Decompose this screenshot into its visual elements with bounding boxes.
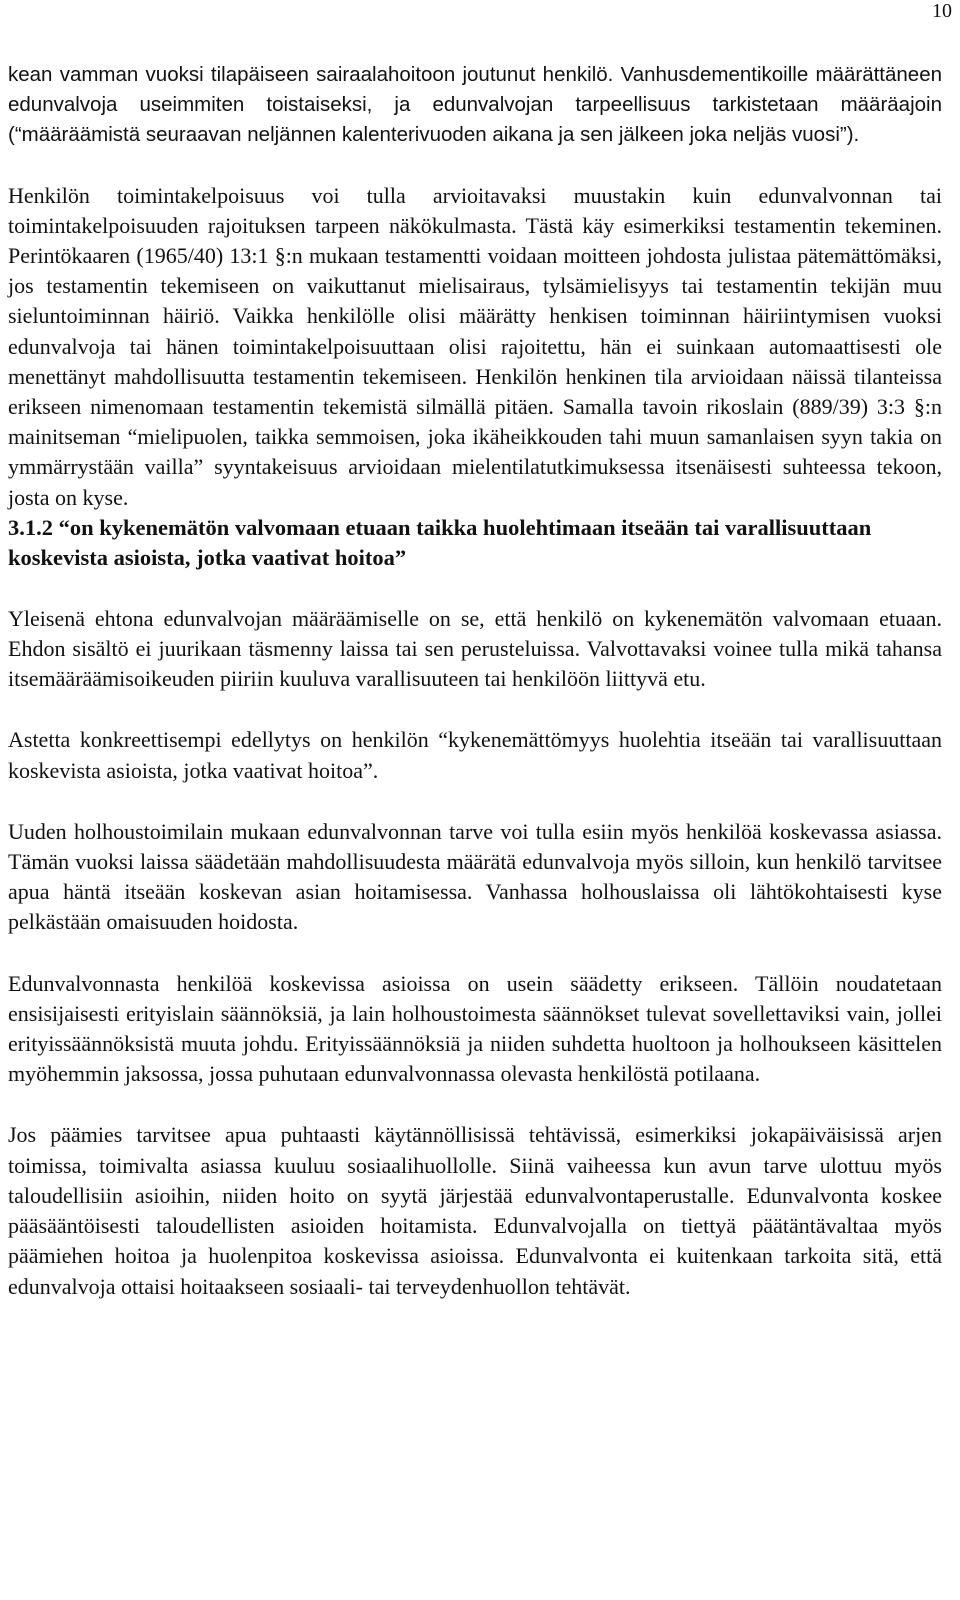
document-body: [8, 60, 942, 1302]
page-number: 10: [932, 0, 952, 22]
paragraph-continuation: kean vamman vuoksi tilapäiseen sairaalahoitoon joutunut henkilö. Vanhusdementikoille määrättäneen edunvalvoja useimmiten toistaiseksi, ja edunvalvojan tarpeellisuus tarkistetaan määräajoin (“määräämistä seuraavan neljännen kalenterivuoden aikana ja sen jälkeen joka neljäs vuosi”).: [8, 63, 942, 147]
section-heading-3-1-2: 3.1.2 “on kykenemätön valvomaan etuaan taikka huolehtimaan itseään tai varallisuuttaan koskevista asioista, jotka vaativat hoitoa”: [8, 514, 872, 571]
paragraph-yleisena-ehtona: Yleisenä ehtona edunvalvojan määräämiselle on se, että henkilö on kykenemätön valvomaan etuaan. Ehdon sisältö ei juurikaan täsmenny laissa tai sen perusteluissa. Valvottavaksi voinee tulla mikä tahansa itsemääräämisoikeuden piiriin kuuluva varallisuuteen tai henkilöön liittyvä etu.: [8, 605, 942, 692]
paragraph-uuden-holhoustoimilain: Uuden holhoustoimilain mukaan edunvalvonnan tarve voi tulla esiin myös henkilöä koskevassa asiassa. Tämän vuoksi laissa säädetään mahdollisuudesta määrätä edunvalvoja myös silloin, kun henkilö tarvitsee apua häntä itseään koskevan asian hoitamisessa. Vanhassa holhouslaissa oli lähtökohtaisesti kyse pelkästään omaisuuden hoidosta.: [8, 818, 942, 935]
paragraph-astetta-konkreettisempi: Astetta konkreettisempi edellytys on henkilön “kykenemättömyys huolehtia itseään tai varallisuuttaan koskevista asioista, jotka vaativat hoitoa”.: [8, 727, 942, 783]
document-page: [8, 0, 952, 1600]
paragraph-jos-paamies: Jos päämies tarvitsee apua puhtaasti käytännöllisissä tehtävissä, esimerkiksi jokapäiväisissä arjen toimissa, toimivalta asiassa kuuluu sosiaalihuollolle. Siinä vaiheessa kun avun tarve ulottuu myös taloudellisiin asioihin, niiden hoito on syytä järjestää edunvalvontaperustalle. Edunvalvonta koskee pääsääntöisesti taloudellisten asioiden hoitamista. Edunvalvojalla on tiettyä päätäntävaltaa myös päämiehen hoitoa ja huolenpitoa koskevissa asioissa. Edunvalvonta ei kuitenkaan tarkoita sitä, että edunvalvoja ottaisi hoitaakseen sosiaali- tai terveydenhuollon tehtävät.: [8, 1122, 942, 1299]
paragraph-toimintakelpoisuus: Henkilön toimintakelpoisuus voi tulla arvioitavaksi muustakin kuin edunvalvonnan tai toimintakelpoisuuden rajoituksen tarpeen näkökulmasta. Tästä käy esimerkiksi testamentin tekeminen. Perintökaaren (1965/40) 13:1 §:n mukaan testamentti voidaan moitteen johdosta julistaa pätemättömäksi, jos testamentin tekemiseen on vaikuttanut mielisairaus, tylsämielisyys tai testamentin tekijän muu sieluntoiminnan häiriö. Vaikka henkilölle olisi määrätty henkisen toiminnan häiriintymisen vuoksi edunvalvoja tai hänen toimintakelpoisuuttaan olisi rajoitettu, hän ei suinkaan automaattisesti ole menettänyt mahdollisuutta testamentin tekemiseen. Henkilön henkinen tila arvioidaan näissä tilanteissa erikseen nimenomaan testamentin tekemistä silmällä pitäen. Samalla tavoin rikoslain (889/39) 3:3 §:n mainitseman “mielipuolen, taikka semmoisen, joka ikäheikkouden tahi muun samanlaisen syyn takia on ymmärrystään vailla” syyntakeisuus arvioidaan mielentilatutkimuksessa itsenäisesti suhteessa tekoon, josta on kyse.: [8, 182, 942, 510]
paragraph-edunvalvonnasta: Edunvalvonnasta henkilöä koskevissa asioissa on usein säädetty erikseen. Tällöin noudatetaan ensisijaisesti erityislain säännöksiä, ja lain holhoustoimesta säännökset tulevat sovellettaviksi vain, jollei erityissäännöksistä muuta johdu. Erityissäännöksiä ja niiden suhdetta huoltoon ja holhoukseen käsittelen myöhemmin jaksossa, jossa puhutaan edunvalvonnassa olevasta henkilöstä potilaana.: [8, 970, 942, 1087]
